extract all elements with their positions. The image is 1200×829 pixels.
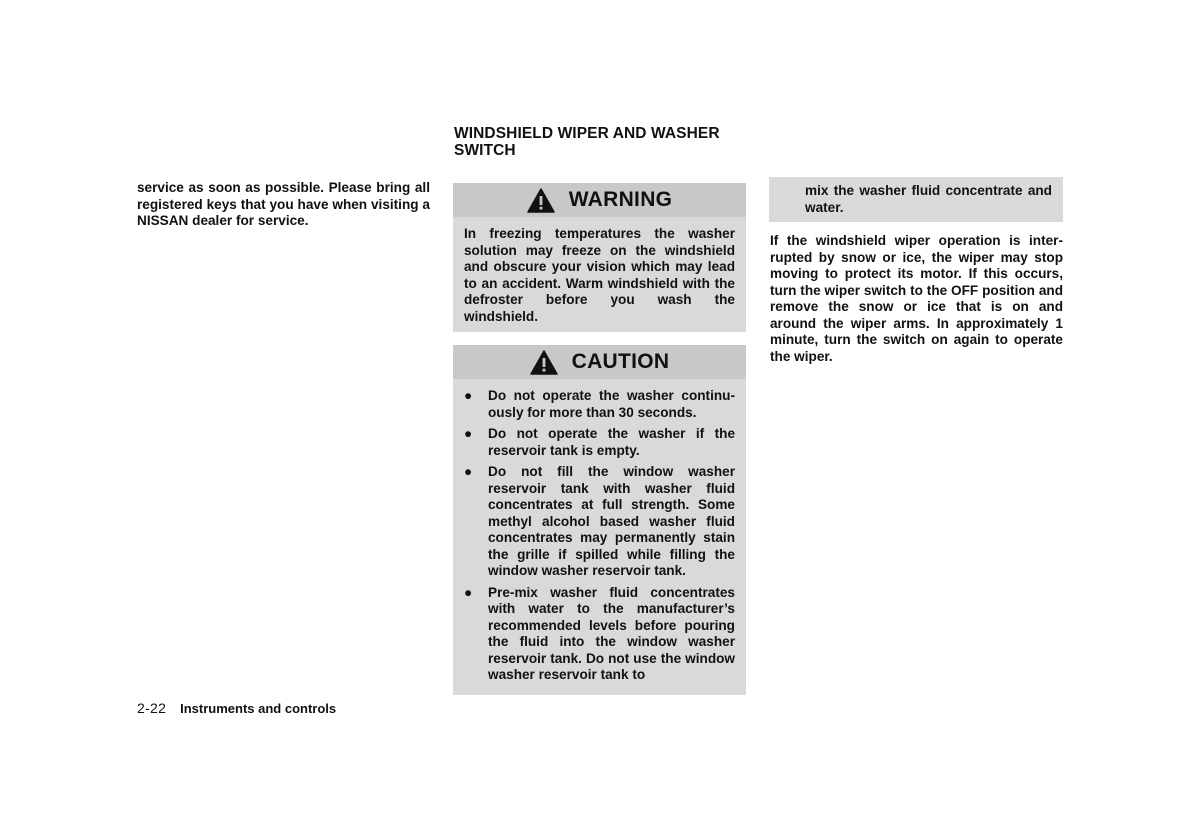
section-title xyxy=(454,125,754,159)
caution-item-text: Do not operate the washer if the reservoir tank is empty. xyxy=(488,426,735,458)
warning-triangle-icon xyxy=(527,188,555,213)
caution-body xyxy=(453,379,746,695)
caution-list xyxy=(464,388,735,684)
bullet-icon: ● xyxy=(464,388,473,403)
warning-body xyxy=(453,217,746,332)
caution-item xyxy=(464,585,735,684)
bullet-icon: ● xyxy=(464,464,473,479)
right-paragraph: If the windshield wiper operation is inter-rupted by snow or ice, the wiper may stop moving to protect its motor. If this occurs, turn the wiper switch to the OFF position and remove the snow or ice that is on and around the wiper arms. In approximately 1 minute, turn the switch on again to operate the wiper. xyxy=(770,233,1063,364)
caution-item-text: Do not fill the window washer reservoir tank with washer fluid concentrates at full strength. Some methyl alcohol based washer fluid concentrates may permanently stain the grille if spilled while filling the window washer reservoir tank. xyxy=(488,464,735,578)
warning-text: In freezing temperatures the washer solution may freeze on the windshield and obscure your vision which may lead to an accident. Warm windshield with the defroster before you wash the windshield. xyxy=(464,226,735,324)
section-title-line1: WINDSHIELD WIPER AND WASHER xyxy=(454,125,720,142)
bullet-icon: ● xyxy=(464,426,473,441)
bullet-icon: ● xyxy=(464,584,473,600)
section-title-line2: SWITCH xyxy=(454,142,516,159)
page-number: 2-22 xyxy=(137,700,167,716)
footer-section-name: Instruments and controls xyxy=(180,701,337,716)
caution-item xyxy=(464,464,735,580)
left-paragraph: service as soon as possible. Please bring all registered keys that you have when visiting a NISSAN dealer for service. xyxy=(137,180,430,228)
warning-triangle-icon xyxy=(530,350,558,375)
warning-label: WARNING xyxy=(568,188,673,211)
warning-header xyxy=(453,183,746,217)
caution-item-text: Do not operate the washer continu-ously for more than 30 seconds. xyxy=(488,388,735,420)
caution-item xyxy=(464,388,735,421)
caution-label: CAUTION xyxy=(571,350,670,373)
caution-item-text: Pre-mix washer fluid concentrates with water to the manufacturer’s recommended levels before pouring the fluid into the window washer reservoir tank. Do not use the window washer reservoir tank to xyxy=(488,584,735,682)
caution-continued-box xyxy=(769,177,1063,222)
caution-item xyxy=(464,426,735,459)
page-footer xyxy=(137,700,336,716)
caution-header xyxy=(453,345,746,379)
caution-continued-text: mix the washer fluid concentrate and water. xyxy=(805,183,1052,215)
